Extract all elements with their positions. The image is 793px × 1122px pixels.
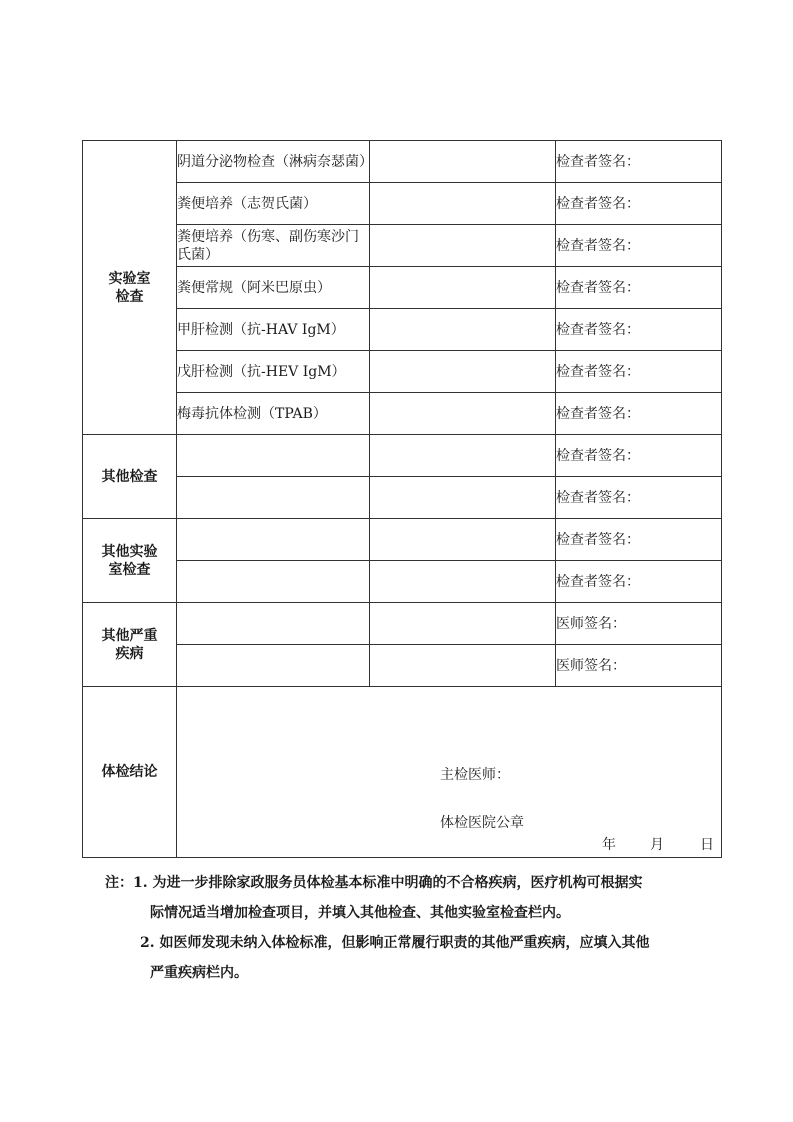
notes-label: 注：	[105, 875, 133, 891]
other-exam-row	[83, 435, 722, 477]
other-exam-item-field[interactable]	[177, 477, 370, 519]
lab-result-field[interactable]	[370, 351, 556, 393]
other-serious-row	[83, 645, 722, 687]
lab-item-name: 粪便培养（伤寒、副伤寒沙门氏菌）	[177, 225, 370, 267]
lab-item-name: 阴道分泌物检查（淋病奈瑟菌）	[177, 141, 370, 183]
other-serious-item-field[interactable]	[177, 645, 370, 687]
examiner-signature[interactable]: 检查者签名：	[556, 435, 722, 477]
notes-block	[105, 868, 725, 988]
section-conclusion-label: 体检结论	[83, 687, 177, 858]
lab-result-field[interactable]	[370, 309, 556, 351]
other-serious-result-field[interactable]	[370, 603, 556, 645]
chief-doctor-label[interactable]: 主检医师：	[440, 767, 510, 783]
conclusion-field[interactable]	[177, 687, 722, 858]
lab-result-field[interactable]	[370, 183, 556, 225]
note-1-line-1	[105, 868, 725, 898]
examiner-signature[interactable]: 检查者签名：	[556, 183, 722, 225]
examiner-signature[interactable]: 检查者签名：	[556, 267, 722, 309]
lab-item-name: 梅毒抗体检测（TPAB）	[177, 393, 370, 435]
lab-row	[83, 351, 722, 393]
other-lab-row	[83, 519, 722, 561]
examiner-signature[interactable]: 检查者签名：	[556, 561, 722, 603]
date-line[interactable]	[602, 836, 714, 854]
lab-item-name: 粪便培养（志贺氏菌）	[177, 183, 370, 225]
other-serious-result-field[interactable]	[370, 645, 556, 687]
lab-row	[83, 393, 722, 435]
section-other-serious-label: 其他严重 疾病	[83, 603, 177, 687]
section-other-lab-label: 其他实验 室检查	[83, 519, 177, 603]
examiner-signature[interactable]: 检查者签名：	[556, 141, 722, 183]
lab-result-field[interactable]	[370, 267, 556, 309]
examiner-signature[interactable]: 检查者签名：	[556, 519, 722, 561]
lab-result-field[interactable]	[370, 225, 556, 267]
other-lab-result-field[interactable]	[370, 519, 556, 561]
examiner-signature[interactable]: 检查者签名：	[556, 225, 722, 267]
note-1-line-2: 际情况适当增加检查项目，并填入其他检查、其他实验室检查栏内。	[150, 905, 570, 921]
other-exam-item-field[interactable]	[177, 435, 370, 477]
lab-item-name: 甲肝检测（抗-HAV IgM）	[177, 309, 370, 351]
other-exam-result-field[interactable]	[370, 435, 556, 477]
section-other-exam-label: 其他检查	[83, 435, 177, 519]
examiner-signature[interactable]: 检查者签名：	[556, 393, 722, 435]
lab-result-field[interactable]	[370, 393, 556, 435]
lab-row	[83, 141, 722, 183]
examiner-signature[interactable]: 检查者签名：	[556, 351, 722, 393]
doctor-signature[interactable]: 医师签名：	[556, 645, 722, 687]
other-lab-item-field[interactable]	[177, 519, 370, 561]
exam-form-table	[82, 140, 722, 858]
lab-item-name: 粪便常规（阿米巴原虫）	[177, 267, 370, 309]
other-lab-row	[83, 561, 722, 603]
note-2-line-1: 2. 如医师发现未纳入体检标准，但影响正常履行职责的其他严重疾病，应填入其他	[140, 935, 650, 951]
hospital-seal-label: 体检医院公章	[440, 815, 524, 831]
conclusion-row	[83, 687, 722, 858]
note-1-text: 1. 为进一步排除家政服务员体检基本标准中明确的不合格疾病，医疗机构可根据实	[133, 875, 643, 891]
lab-row	[83, 309, 722, 351]
other-serious-item-field[interactable]	[177, 603, 370, 645]
other-lab-item-field[interactable]	[177, 561, 370, 603]
lab-row	[83, 267, 722, 309]
other-serious-row	[83, 603, 722, 645]
lab-row	[83, 183, 722, 225]
other-lab-result-field[interactable]	[370, 561, 556, 603]
month-label: 月	[650, 837, 664, 853]
doctor-signature[interactable]: 医师签名：	[556, 603, 722, 645]
year-label: 年	[602, 837, 616, 853]
lab-item-name: 戊肝检测（抗-HEV IgM）	[177, 351, 370, 393]
examiner-signature[interactable]: 检查者签名：	[556, 477, 722, 519]
examiner-signature[interactable]: 检查者签名：	[556, 309, 722, 351]
note-2-line-2: 严重疾病栏内。	[150, 965, 248, 981]
lab-row	[83, 225, 722, 267]
other-exam-result-field[interactable]	[370, 477, 556, 519]
lab-result-field[interactable]	[370, 141, 556, 183]
other-exam-row	[83, 477, 722, 519]
section-lab-label: 实验室 检查	[83, 141, 177, 435]
day-label: 日	[700, 837, 714, 853]
